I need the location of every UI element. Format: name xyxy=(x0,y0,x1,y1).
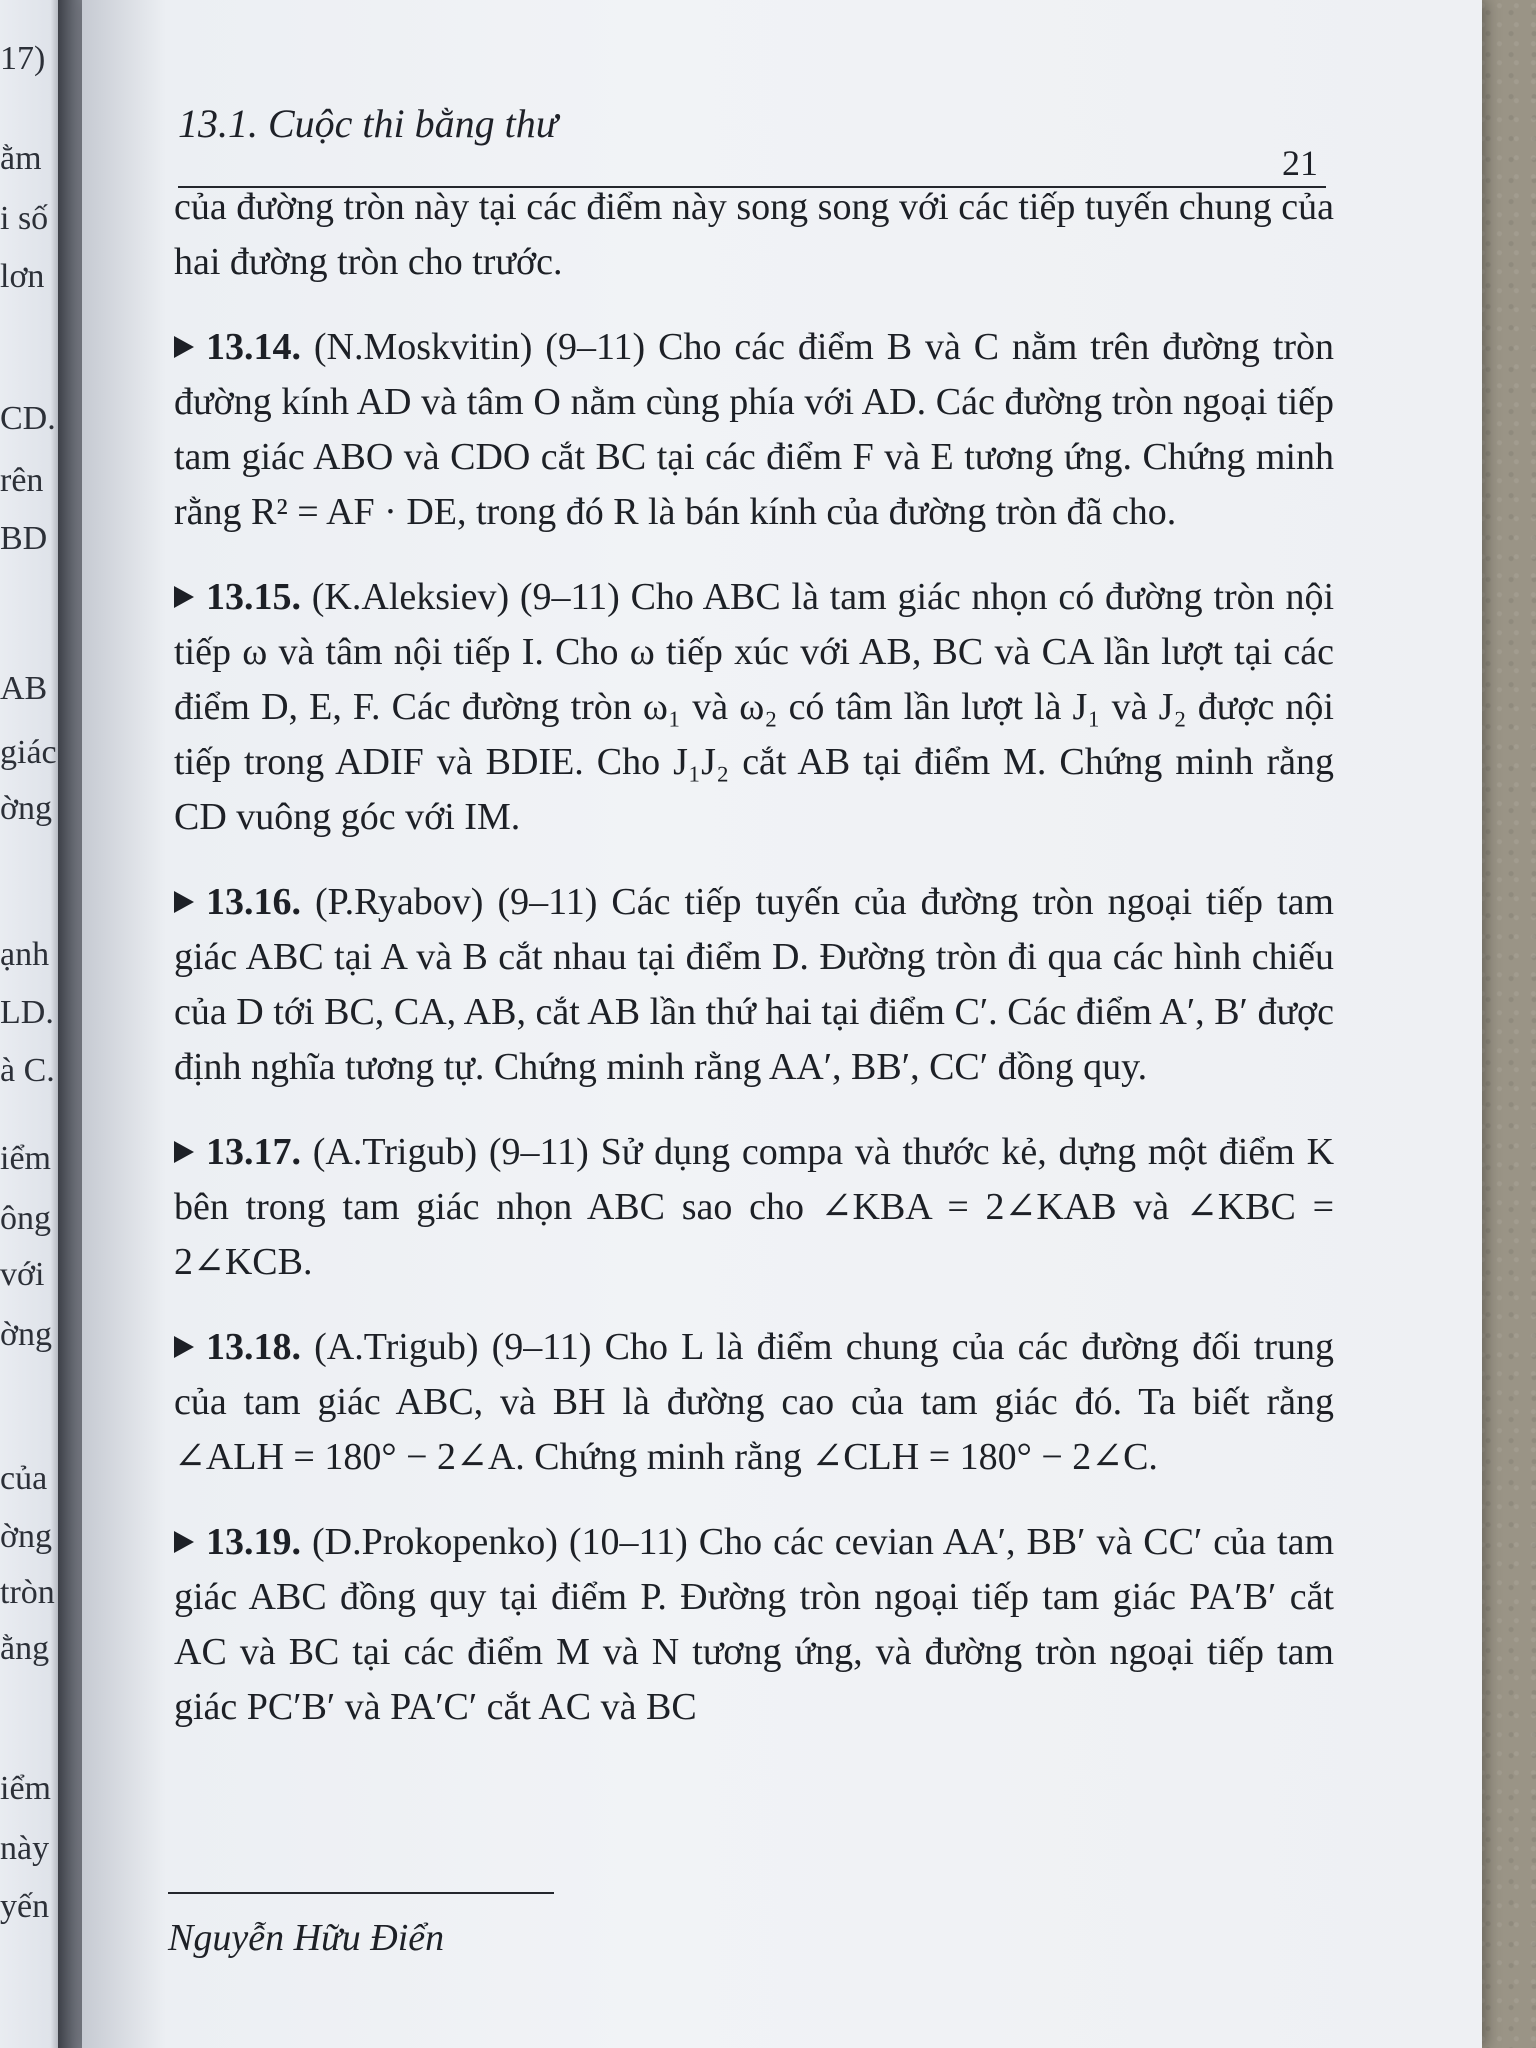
problem-number: 13.19. xyxy=(206,1521,301,1563)
facing-page-fragment: iểm xyxy=(0,1140,51,1177)
book-page xyxy=(82,0,1482,2048)
facing-page-fragment: ờng xyxy=(0,1518,52,1555)
problem-number: 13.16. xyxy=(206,881,301,923)
facing-page-fragment: ông xyxy=(0,1200,51,1237)
problem-text: Sử dụng compa và thước kẻ, dựng một điểm K bên trong tam giác nhọn ABC sao cho ∠KBA = 2∠KAB và ∠KBC = 2∠KCB. xyxy=(174,1131,1335,1283)
problem-13-14 xyxy=(174,320,1334,540)
facing-page-fragment: i số xyxy=(0,200,49,237)
problem-author: (A.Trigub) (9–11) xyxy=(312,1131,589,1173)
problem-author: (N.Moskvitin) (9–11) xyxy=(313,326,646,368)
facing-page-fragment: LD. xyxy=(0,994,54,1031)
page-number: 21 xyxy=(1282,143,1318,183)
problem-author: (D.Prokopenko) (10–11) xyxy=(312,1521,688,1563)
problem-author: (K.Aleksiev) (9–11) xyxy=(311,576,620,618)
problem-number: 13.14. xyxy=(206,326,301,368)
facing-page-fragment: này xyxy=(0,1830,50,1867)
triangle-bullet-icon xyxy=(174,1141,194,1163)
problem-text: Cho các cevian AA′, BB′ và CC′ của tam giác ABC đồng quy tại điểm P. Đường tròn ngoại tiếp tam giác PA′B′ cắt AC và BC tại các điểm M và N tương ứng, và đường tròn ngoại tiếp tam giác PC′B′ và PA′C′ cắt AC và BC xyxy=(174,1521,1335,1728)
facing-page-fragment: AB xyxy=(0,670,48,707)
facing-page-fragment: tròn xyxy=(0,1574,55,1611)
facing-page-fragment: rên xyxy=(0,462,44,499)
facing-page-fragment: với xyxy=(0,1256,45,1293)
facing-page-fragment: ằng xyxy=(0,1630,50,1667)
triangle-bullet-icon xyxy=(174,1531,194,1553)
footer-author: Nguyễn Hữu Điển xyxy=(168,1917,445,1959)
facing-page-fragment: ờng xyxy=(0,1316,52,1353)
problem-text: Cho ABC là tam giác nhọn có đường tròn nội tiếp ω và tâm nội tiếp I. Cho ω tiếp xúc với AB, BC và CA lần lượt tại các điểm D, E, F. Các đường tròn ω₁ và ω₂ có tâm lần lượt là J₁ và J₂ được nội tiếp trong ADIF và BDIE. Cho J₁J₂ cắt AB tại điểm M. Chứng minh rằng CD vuông góc với IM. xyxy=(174,576,1335,838)
facing-page-fragment: của xyxy=(0,1460,48,1497)
triangle-bullet-icon xyxy=(174,586,194,608)
problem-author: (P.Ryabov) (9–11) xyxy=(315,881,598,923)
triangle-bullet-icon xyxy=(174,891,194,913)
problem-author: (A.Trigub) (9–11) xyxy=(314,1326,592,1368)
continuation-paragraph: của đường tròn này tại các điểm này song song với các tiếp tuyến chung của hai đường tròn cho trước. xyxy=(174,186,1334,283)
facing-page-fragment: iểm xyxy=(0,1770,51,1807)
facing-page-fragment: ằm xyxy=(0,140,42,177)
facing-page-fragment: CD. xyxy=(0,400,56,437)
page-body xyxy=(174,180,1334,1765)
problem-13-19 xyxy=(174,1515,1334,1735)
problem-13-17 xyxy=(174,1125,1334,1290)
facing-page-fragment: ạnh xyxy=(0,936,50,973)
facing-page-fragment: BD xyxy=(0,520,48,557)
triangle-bullet-icon xyxy=(174,336,194,358)
problem-number: 13.17. xyxy=(206,1131,301,1173)
problem-text: Cho L là điểm chung của các đường đối trung của tam giác ABC, và BH là đường cao của tam giác đó. Ta biết rằng ∠ALH = 180° − 2∠A. Chứng minh rằng ∠CLH = 180° − 2∠C. xyxy=(174,1326,1335,1478)
facing-page-fragment: 17) xyxy=(0,40,46,77)
facing-page-fragment: yến xyxy=(0,1888,50,1925)
facing-page-fragment: à C. xyxy=(0,1052,55,1089)
problem-number: 13.15. xyxy=(206,576,301,618)
problem-text: Cho các điểm B và C nằm trên đường tròn đường kính AD và tâm O nằm cùng phía với AD. Các đường tròn ngoại tiếp tam giác ABO và CDO cắt BC tại các điểm F và E tương ứng. Chứng minh rằng R² = AF · DE, trong đó R là bán kính của đường tròn đã cho. xyxy=(174,326,1335,533)
footer-rule xyxy=(168,1892,554,1894)
running-header-title: 13.1. Cuộc thi bằng thư xyxy=(178,101,558,146)
problem-text: Các tiếp tuyến của đường tròn ngoại tiếp tam giác ABC tại A và B cắt nhau tại điểm D. Đường tròn đi qua các hình chiếu của D tới BC, CA, AB, cắt AB lần thứ hai tại điểm C′. Các điểm A′, B′ được định nghĩa tương tự. Chứng minh rằng AA′, BB′, CC′ đồng quy. xyxy=(174,881,1334,1088)
problem-13-18 xyxy=(174,1320,1334,1485)
problem-13-16 xyxy=(174,875,1334,1095)
facing-page-fragment: giác xyxy=(0,734,57,771)
facing-page-fragment: lơn xyxy=(0,258,45,295)
triangle-bullet-icon xyxy=(174,1336,194,1358)
problem-13-15 xyxy=(174,570,1334,845)
problem-number: 13.18. xyxy=(206,1326,301,1368)
facing-page-fragment: ờng xyxy=(0,790,52,827)
